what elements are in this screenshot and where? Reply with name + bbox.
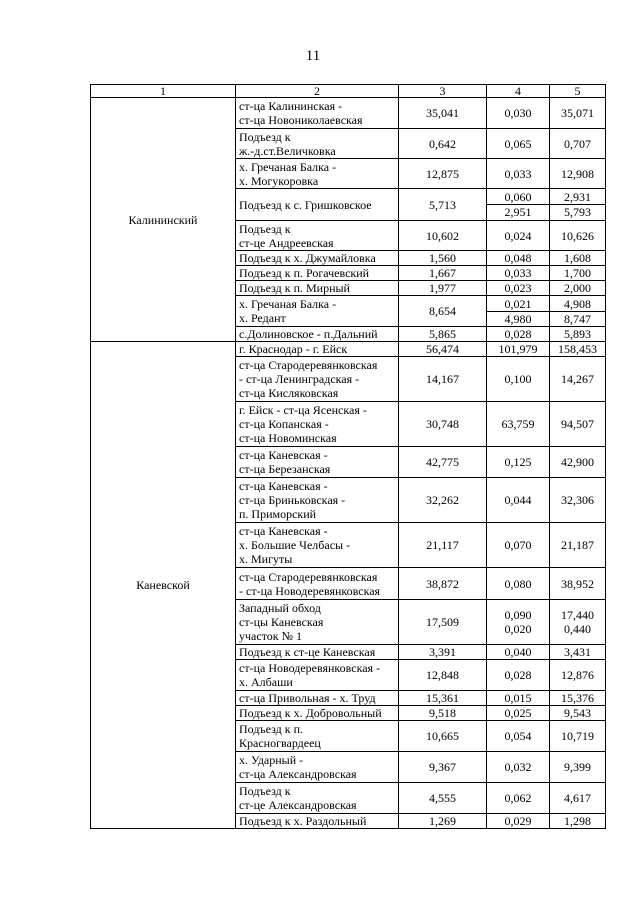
header-cell-3: 3 (399, 85, 487, 98)
value-sub-line: 0,090 (504, 608, 532, 622)
value-cell-col4: 0,040 (487, 645, 550, 660)
value-cell-col4: 101,979 (487, 342, 550, 357)
value-cell-col3: 1,977 (399, 281, 487, 296)
value-cell-col5: 10,626 (550, 221, 606, 251)
value-sub-line: 4,980 (487, 311, 549, 326)
value-sub-line: 8,747 (550, 311, 605, 326)
value-cell-col4: 0,033 (487, 159, 550, 189)
road-name-cell: х. Гречаная Балка - х. Редант (236, 296, 399, 327)
header-cell-4: 4 (487, 85, 550, 98)
value-cell-col4: 63,759 (487, 402, 550, 447)
value-sub-line: 17,440 (561, 608, 594, 622)
value-cell-col3: 12,848 (399, 660, 487, 691)
value-sub-line: 0,060 (504, 190, 532, 204)
value-cell-col5: 9,399 (550, 752, 606, 783)
value-cell-col4: 0,062 (487, 783, 550, 814)
road-name-cell: Подъезд к х. Джумайловка (236, 251, 399, 266)
value-cell-col5: 2,000 (550, 281, 606, 296)
value-cell-col4: 0,125 (487, 447, 550, 478)
header-cell-2: 2 (236, 85, 399, 98)
road-name-cell: Подъезд к х. Раздольный (236, 814, 399, 829)
value-cell-col5 (550, 600, 606, 645)
value-cell-col4: 0,029 (487, 814, 550, 829)
value-cell-col3: 30,748 (399, 402, 487, 447)
road-name-cell: Подъезд к п. Красногвардеец (236, 721, 399, 752)
value-cell-col4: 0,032 (487, 752, 550, 783)
district-cell: Калининский (91, 98, 236, 342)
value-cell-col3: 5,865 (399, 327, 487, 342)
value-cell-col3: 21,117 (399, 523, 487, 568)
value-cell-col5: 10,719 (550, 721, 606, 752)
road-name-cell: Подъезд к ж.-д.ст.Величковка (236, 129, 399, 159)
value-cell-col5: 1,298 (550, 814, 606, 829)
district-cell: Каневской (91, 342, 236, 829)
value-cell-col3: 10,665 (399, 721, 487, 752)
road-name-cell: ст-ца Новодеревянковская - х. Албаши (236, 660, 399, 691)
value-cell-col3: 1,269 (399, 814, 487, 829)
value-cell-col4 (487, 296, 550, 327)
table-row (91, 98, 606, 129)
page-number: 11 (305, 48, 321, 64)
road-name-cell: ст-ца Калининская - ст-ца Новониколаевская (236, 98, 399, 129)
value-cell-col3: 17,509 (399, 600, 487, 645)
road-name-cell: Подъезд к п. Рогачевский (236, 266, 399, 281)
value-sub-line: 5,793 (550, 204, 605, 219)
value-cell-col3: 5,713 (399, 189, 487, 221)
value-cell-col4: 0,015 (487, 691, 550, 706)
table-header-row (91, 85, 606, 98)
value-cell-col3: 9,518 (399, 706, 487, 721)
value-cell-col3: 15,361 (399, 691, 487, 706)
road-name-cell: Подъезд к с. Гришковское (236, 189, 399, 221)
road-name-cell: г. Ейск - ст-ца Ясенская - ст-ца Копанская - ст-ца Новоминская (236, 402, 399, 447)
road-name-cell: ст-ца Каневская - х. Большие Челбасы - х. Мигуты (236, 523, 399, 568)
value-cell-col5: 32,306 (550, 478, 606, 523)
value-sub-line: 2,931 (564, 190, 591, 204)
value-cell-col3: 8,654 (399, 296, 487, 327)
value-cell-col4: 0,100 (487, 357, 550, 402)
value-sub-line: 2,951 (487, 204, 549, 219)
value-cell-col5: 15,376 (550, 691, 606, 706)
value-cell-col5: 35,071 (550, 98, 606, 129)
road-name-cell: ст-ца Стародеревянковская - ст-ца Ленинградская - ст-ца Кисляковская (236, 357, 399, 402)
value-cell-col3: 9,367 (399, 752, 487, 783)
value-cell-col5: 5,893 (550, 327, 606, 342)
road-name-cell: Западный обход ст-цы Каневская участок № 1 (236, 600, 399, 645)
value-sub-line: 0,020 (504, 622, 532, 636)
value-cell-col5: 38,952 (550, 568, 606, 600)
value-cell-col4: 0,024 (487, 221, 550, 251)
value-cell-col5: 12,876 (550, 660, 606, 691)
value-cell-col3: 4,555 (399, 783, 487, 814)
road-name-cell: Подъезд к ст-це Андреевская (236, 221, 399, 251)
value-cell-col5: 1,608 (550, 251, 606, 266)
header-cell-5: 5 (550, 85, 606, 98)
value-cell-col4 (487, 600, 550, 645)
value-cell-col5: 4,617 (550, 783, 606, 814)
table-row (91, 342, 606, 357)
road-name-cell: х. Гречаная Балка - х. Могукоровка (236, 159, 399, 189)
value-cell-col3: 1,560 (399, 251, 487, 266)
value-cell-col3: 12,875 (399, 159, 487, 189)
value-cell-col3: 0,642 (399, 129, 487, 159)
value-cell-col3: 3,391 (399, 645, 487, 660)
value-cell-col5: 1,700 (550, 266, 606, 281)
value-cell-col5: 94,507 (550, 402, 606, 447)
value-sub-line: 0,021 (504, 296, 532, 311)
value-cell-col3: 1,667 (399, 266, 487, 281)
value-cell-col3: 56,474 (399, 342, 487, 357)
value-cell-col5: 42,900 (550, 447, 606, 478)
value-cell-col3: 10,602 (399, 221, 487, 251)
road-name-cell: Подъезд к ст-це Александровская (236, 783, 399, 814)
road-name-cell: ст-ца Каневская - ст-ца Бриньковская - п. Приморский (236, 478, 399, 523)
value-cell-col4: 0,070 (487, 523, 550, 568)
value-cell-col5: 0,707 (550, 129, 606, 159)
value-cell-col4: 0,048 (487, 251, 550, 266)
value-cell-col3: 42,775 (399, 447, 487, 478)
road-name-cell: Подъезд к ст-це Каневская (236, 645, 399, 660)
road-name-cell: ст-ца Каневская - ст-ца Березанская (236, 447, 399, 478)
value-cell-col4: 0,044 (487, 478, 550, 523)
value-cell-col5: 158,453 (550, 342, 606, 357)
value-cell-col3: 14,167 (399, 357, 487, 402)
header-cell-1: 1 (91, 85, 236, 98)
value-cell-col4: 0,033 (487, 266, 550, 281)
value-cell-col4: 0,030 (487, 98, 550, 129)
value-cell-col3: 32,262 (399, 478, 487, 523)
value-cell-col3: 38,872 (399, 568, 487, 600)
road-name-cell: Подъезд к х. Добровольный (236, 706, 399, 721)
value-cell-col4: 0,023 (487, 281, 550, 296)
road-name-cell: Подъезд к п. Мирный (236, 281, 399, 296)
value-cell-col4: 0,054 (487, 721, 550, 752)
value-cell-col4: 0,065 (487, 129, 550, 159)
road-name-cell: с.Долиновское - п.Дальний (236, 327, 399, 342)
value-sub-line: 4,908 (564, 296, 591, 311)
value-cell-col5 (550, 296, 606, 327)
value-sub-line: 0,440 (564, 622, 591, 636)
value-cell-col5: 21,187 (550, 523, 606, 568)
road-name-cell: ст-ца Привольная - х. Труд (236, 691, 399, 706)
value-cell-col5 (550, 189, 606, 221)
value-cell-col4: 0,028 (487, 660, 550, 691)
road-table (90, 84, 606, 829)
value-cell-col4: 0,028 (487, 327, 550, 342)
value-cell-col5: 3,431 (550, 645, 606, 660)
value-cell-col4: 0,025 (487, 706, 550, 721)
road-name-cell: г. Краснодар - г. Ейск (236, 342, 399, 357)
road-name-cell: ст-ца Стародеревянковская - ст-ца Новодеревянковская (236, 568, 399, 600)
value-cell-col4: 0,080 (487, 568, 550, 600)
value-cell-col5: 14,267 (550, 357, 606, 402)
road-name-cell: х. Ударный - ст-ца Александровская (236, 752, 399, 783)
value-cell-col5: 12,908 (550, 159, 606, 189)
value-cell-col3: 35,041 (399, 98, 487, 129)
value-cell-col4 (487, 189, 550, 221)
value-cell-col5: 9,543 (550, 706, 606, 721)
